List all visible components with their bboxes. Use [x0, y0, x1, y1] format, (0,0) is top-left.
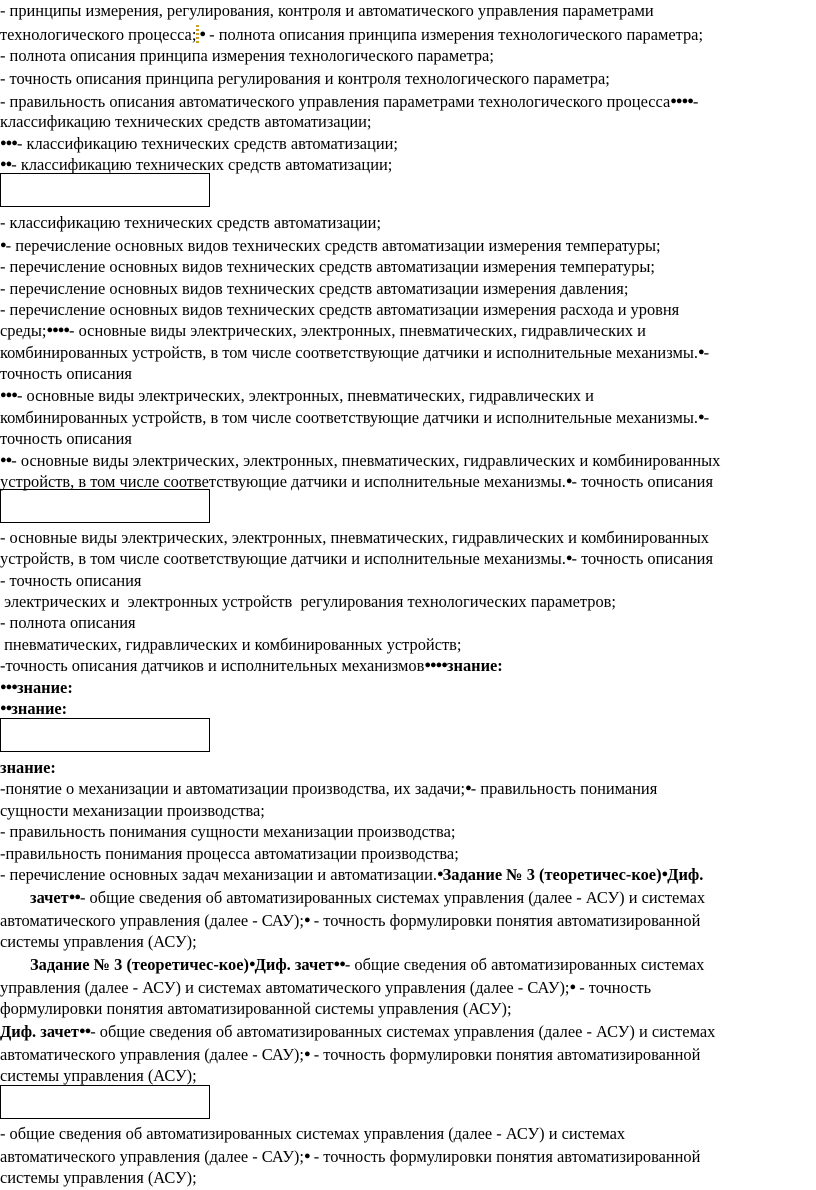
text: - точность описания принципа регулирования и контроля технологического параметра; — [0, 69, 610, 88]
text: комбинированных устройств, в том числе соответствующие датчики и исполнительные механизмы. — [0, 408, 698, 427]
text-line — [0, 591, 816, 612]
text: знание: — [446, 656, 503, 675]
text: - общие сведения об автоматизированных системах — [344, 955, 705, 974]
bullet-icon: ● — [565, 475, 572, 487]
text: знание: — [16, 678, 73, 697]
text: точность описания — [0, 364, 132, 383]
text-line — [0, 634, 816, 655]
text: комбинированных устройств, в том числе соответствующие датчики и исполнительные механизмы. — [0, 343, 698, 362]
text-line — [0, 757, 816, 778]
bullet-icon: ● — [303, 1048, 310, 1060]
text-line — [0, 24, 816, 45]
text: - перечисление основных видов технических средств автоматизации измерения температуры; — [5, 236, 661, 255]
text: - основные виды электрических, электронных, пневматических, гидравлических и комбинированных — [11, 451, 721, 470]
text: - перечисление основных видов технических средств автоматизации измерения расхода и уровня — [0, 300, 680, 319]
text-line — [0, 111, 816, 132]
text-line — [0, 548, 816, 569]
text: системы управления (АСУ); — [0, 932, 197, 951]
text-line — [0, 45, 816, 66]
bullet-icon: ●●●● — [670, 95, 693, 107]
text-line — [0, 931, 816, 952]
text-line — [0, 954, 816, 975]
bullet-icon: ● — [565, 552, 572, 564]
bullet-icon: ●● — [68, 891, 80, 903]
text: - перечисление основных задач механизации и автоматизации. — [0, 865, 437, 884]
text: классификацию технических средств автоматизации; — [0, 112, 372, 131]
text-line — [0, 320, 816, 341]
text: - точность — [575, 978, 652, 997]
text: - точность описания — [571, 549, 713, 568]
text: - правильность описания автоматического управления параметрами технологического процесса — [0, 92, 671, 111]
text-line — [0, 864, 816, 885]
bullet-icon: ● — [569, 981, 576, 993]
text-line — [0, 278, 816, 299]
bullet-icon: ●● — [333, 958, 345, 970]
text-line — [0, 977, 816, 998]
text: автоматического управления (далее - САУ); — [0, 1147, 304, 1166]
text: зачет — [30, 888, 69, 907]
text-line — [0, 428, 816, 449]
text-line — [0, 612, 816, 633]
text: - точность формулировки понятия автоматизированной — [309, 1045, 701, 1064]
text: системы управления (АСУ); — [0, 1168, 197, 1187]
text-line: - правильность описания автоматического управления параметрами технологического процесса●●●●- — [0, 92, 699, 111]
bullet-icon: ● — [199, 28, 206, 40]
bullet-icon: ●● — [0, 158, 12, 170]
text: - — [703, 343, 710, 362]
text-line — [0, 570, 816, 591]
text: - классификацию технических средств автоматизации; — [0, 213, 381, 232]
bullet-icon: ●●●● — [46, 324, 70, 336]
text: - основные виды электрических, электронных, пневматических, гидравлических и — [16, 386, 594, 405]
bullet-icon: ●● — [0, 454, 12, 466]
text: сущности механизации производства; — [0, 801, 265, 820]
text-line — [0, 1123, 816, 1144]
empty-text-box — [0, 1085, 210, 1119]
bullet-icon: ● — [0, 239, 6, 251]
text: устройств, в том числе соответствующие датчики и исполнительные механизмы. — [0, 549, 566, 568]
bullet-icon: ● — [303, 1150, 310, 1162]
bullet-icon: ●● — [78, 1025, 91, 1037]
text-line — [0, 1065, 816, 1086]
bullet-icon: ● — [697, 346, 704, 358]
text-line — [0, 256, 816, 277]
bullet-icon: ●●●● — [424, 659, 447, 671]
text-line — [0, 1044, 816, 1065]
text: - принципы измерения, регулирования, контроля и автоматического управления параметрами — [0, 1, 654, 20]
text: -правильность понимания процесса автоматизации производства; — [0, 844, 459, 863]
text-line — [0, 887, 816, 908]
text: - основные виды электрических, электронных, пневматических, гидравлических и комбинированных — [0, 528, 709, 547]
text-line — [0, 778, 816, 799]
text: - классификацию технических средств автоматизации; — [16, 134, 398, 153]
text: - общие сведения об автоматизированных системах управления (далее - АСУ) и системах — [90, 1022, 716, 1041]
text-line — [0, 133, 816, 154]
bullet-icon: ●●● — [0, 681, 17, 693]
text-line — [0, 1021, 816, 1042]
text: - точность описания — [0, 571, 142, 590]
text: -понятие о механизации и автоматизации производства, их задачи; — [0, 779, 466, 798]
text: знание: — [0, 758, 56, 777]
text-line — [0, 407, 816, 428]
text: знание: — [11, 699, 68, 718]
text-line — [0, 1146, 816, 1167]
bullet-icon: ●●● — [0, 137, 17, 149]
text-line — [0, 821, 816, 842]
text: - полнота описания принципа измерения технологического параметра; — [0, 46, 494, 65]
text: Диф. зачет — [254, 955, 334, 974]
text: автоматического управления (далее - САУ); — [0, 911, 304, 930]
bullet-icon: ● — [465, 782, 471, 794]
text-line — [0, 655, 816, 676]
text-line — [0, 68, 816, 89]
text-line — [0, 527, 816, 548]
text: технологического процесса; — [0, 25, 197, 44]
text-line — [0, 998, 816, 1019]
text-line — [0, 212, 816, 233]
text: - полнота описания принципа измерения технологического параметра; — [209, 25, 704, 44]
text: формулировки понятия автоматизированной системы управления (АСУ); — [0, 999, 512, 1018]
text-line — [0, 363, 816, 384]
text: Диф. — [667, 865, 704, 884]
text: управления (далее - АСУ) и системах автоматического управления (далее - САУ); — [0, 978, 570, 997]
text: Задание № 3 (теоретичес-кое) — [30, 955, 249, 974]
text: Задание № 3 (теоретичес-кое) — [442, 865, 662, 884]
bullet-icon: ● — [436, 868, 443, 880]
text: - перечисление основных видов технических средств автоматизации измерения температуры; — [0, 257, 655, 276]
text-line — [0, 1167, 816, 1188]
bullet-icon: ● — [248, 958, 255, 970]
bullet-icon: ● — [661, 868, 668, 880]
text: - классификацию технических средств автоматизации; — [11, 155, 393, 174]
text-line — [0, 235, 816, 256]
text-line — [0, 299, 816, 320]
text: - правильность понимания сущности механизации производства; — [0, 822, 456, 841]
bullet-icon: ● — [303, 914, 310, 926]
text-line — [0, 450, 816, 471]
text: - правильность понимания — [470, 779, 658, 798]
text: электрических и электронных устройств регулирования технологических параметров; — [0, 592, 616, 611]
text: - общие сведения об автоматизированных системах управления (далее - АСУ) и системах — [0, 1124, 626, 1143]
bullet-icon: ●● — [0, 702, 12, 714]
text: автоматического управления (далее - САУ); — [0, 1045, 304, 1064]
text: системы управления (АСУ); — [0, 1066, 197, 1085]
text-line — [0, 342, 816, 363]
text: - — [703, 408, 710, 427]
empty-text-box — [0, 173, 210, 207]
text: - перечисление основных видов технических средств автоматизации измерения давления; — [0, 279, 629, 298]
text: - точность формулировки понятия автоматизированной — [309, 911, 701, 930]
bullet-icon: ●●● — [0, 389, 17, 401]
text: - полнота описания — [0, 613, 136, 632]
text-line — [0, 800, 816, 821]
text: -точность описания датчиков и исполнительных механизмов — [0, 656, 425, 675]
text: - точность описания — [571, 472, 713, 491]
text-line — [0, 154, 816, 175]
text-line — [0, 385, 816, 406]
text: - точность формулировки понятия автоматизированной — [309, 1147, 701, 1166]
text: среды; — [0, 321, 47, 340]
text: пневматических, гидравлических и комбинированных устройств; — [0, 635, 462, 654]
text: Диф. зачет — [0, 1022, 79, 1041]
text: - основные виды электрических, электронных, пневматических, гидравлических и — [69, 321, 646, 340]
text: - общие сведения об автоматизированных системах управления (далее - АСУ) и системах — [80, 888, 706, 907]
bullet-icon: ● — [697, 411, 704, 423]
text-line — [0, 843, 816, 864]
text-line — [0, 910, 816, 931]
text: устройств, в том числе соответствующие датчики и исполнительные механизмы. — [0, 472, 566, 491]
text-line — [0, 0, 816, 21]
empty-text-box — [0, 489, 210, 523]
text: точность описания — [0, 429, 132, 448]
text-line — [0, 677, 816, 698]
text-line — [0, 698, 816, 719]
empty-text-box — [0, 718, 210, 752]
